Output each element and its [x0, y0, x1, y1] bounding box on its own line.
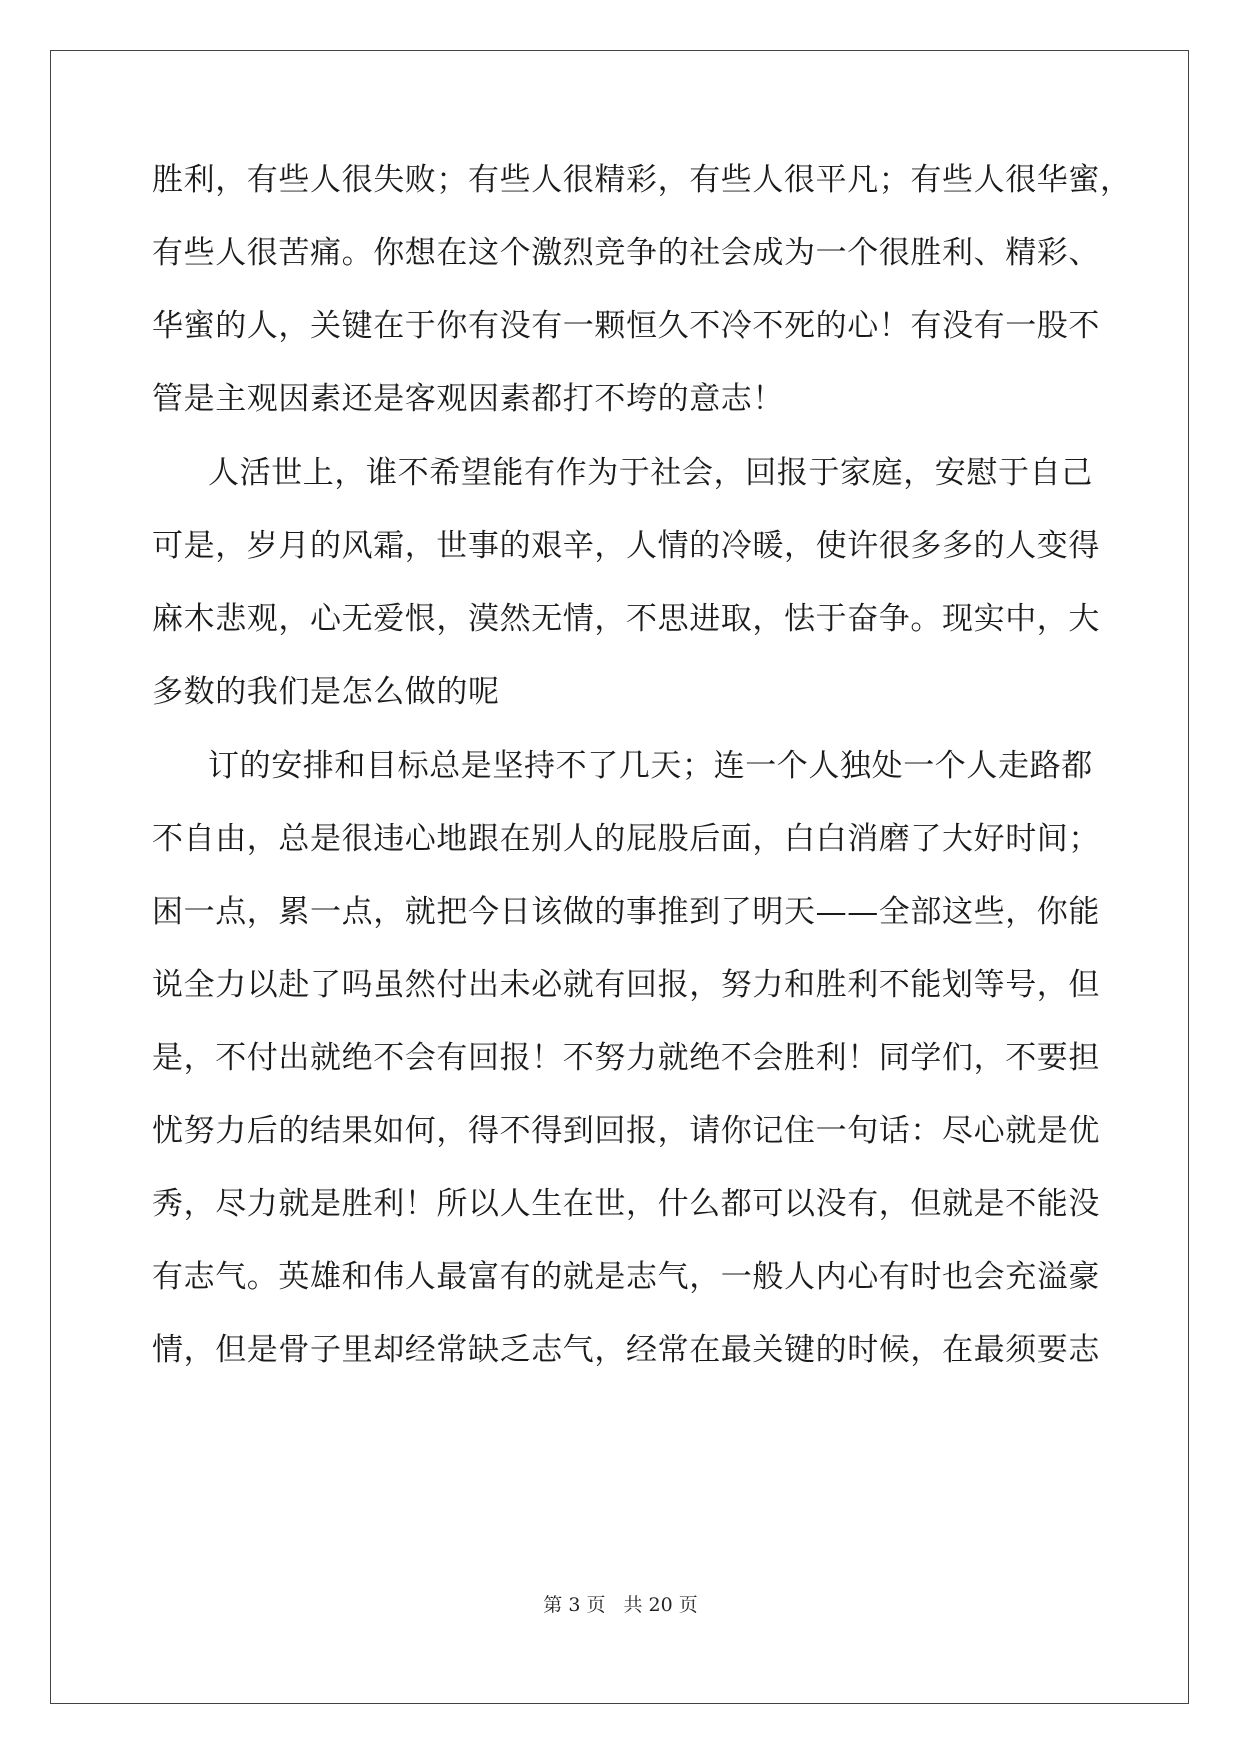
- text-line: 秀，尽力就是胜利！所以人生在世，什么都可以没有，但就是不能没: [152, 1186, 1100, 1222]
- text-line: 多数的我们是怎么做的呢: [152, 674, 500, 710]
- page-frame: [50, 50, 1189, 1704]
- text-line: 说全力以赴了吗虽然付出未必就有回报，努力和胜利不能划等号，但: [152, 967, 1100, 1003]
- text-line: 忧努力后的结果如何，得不得到回报，请你记住一句话：尽心就是优: [152, 1113, 1100, 1149]
- page-number: 第 3 页: [543, 1594, 606, 1616]
- text-line: 情，但是骨子里却经常缺乏志气，经常在最关键的时候，在最须要志: [152, 1332, 1100, 1368]
- text-line: 订的安排和目标总是坚持不了几天；连一个人独处一个人走路都: [208, 748, 1093, 784]
- text-line: 不自由，总是很违心地跟在别人的屁股后面，白白消磨了大好时间；: [152, 821, 1100, 857]
- text-line: 可是，岁月的风霜，世事的艰辛，人情的冷暖，使许很多多的人变得: [152, 528, 1100, 564]
- text-line: 困一点，累一点，就把今日该做的事推到了明天——全部这些，你能: [152, 894, 1100, 930]
- text-line: 是，不付出就绝不会有回报！不努力就绝不会胜利！同学们，不要担: [152, 1040, 1100, 1076]
- text-line: 有些人很苦痛。你想在这个激烈竞争的社会成为一个很胜利、精彩、: [152, 235, 1100, 271]
- text-line: 有志气。英雄和伟人最富有的就是志气，一般人内心有时也会充溢豪: [152, 1259, 1100, 1295]
- text-line: 管是主观因素还是客观因素都打不垮的意志！: [152, 381, 784, 417]
- text-line: 人活世上，谁不希望能有作为于社会，回报于家庭，安慰于自己: [208, 455, 1093, 491]
- text-line: 华蜜的人，关键在于你有没有一颗恒久不冷不死的心！有没有一股不: [152, 308, 1100, 344]
- text-line: 麻木悲观，心无爱恨，漠然无情，不思进取，怯于奋争。现实中，大: [152, 601, 1100, 637]
- page-total: 共 20 页: [623, 1594, 698, 1616]
- text-line: 胜利，有些人很失败；有些人很精彩，有些人很平凡；有些人很华蜜，: [152, 162, 1132, 198]
- page-footer: [0, 1590, 1241, 1617]
